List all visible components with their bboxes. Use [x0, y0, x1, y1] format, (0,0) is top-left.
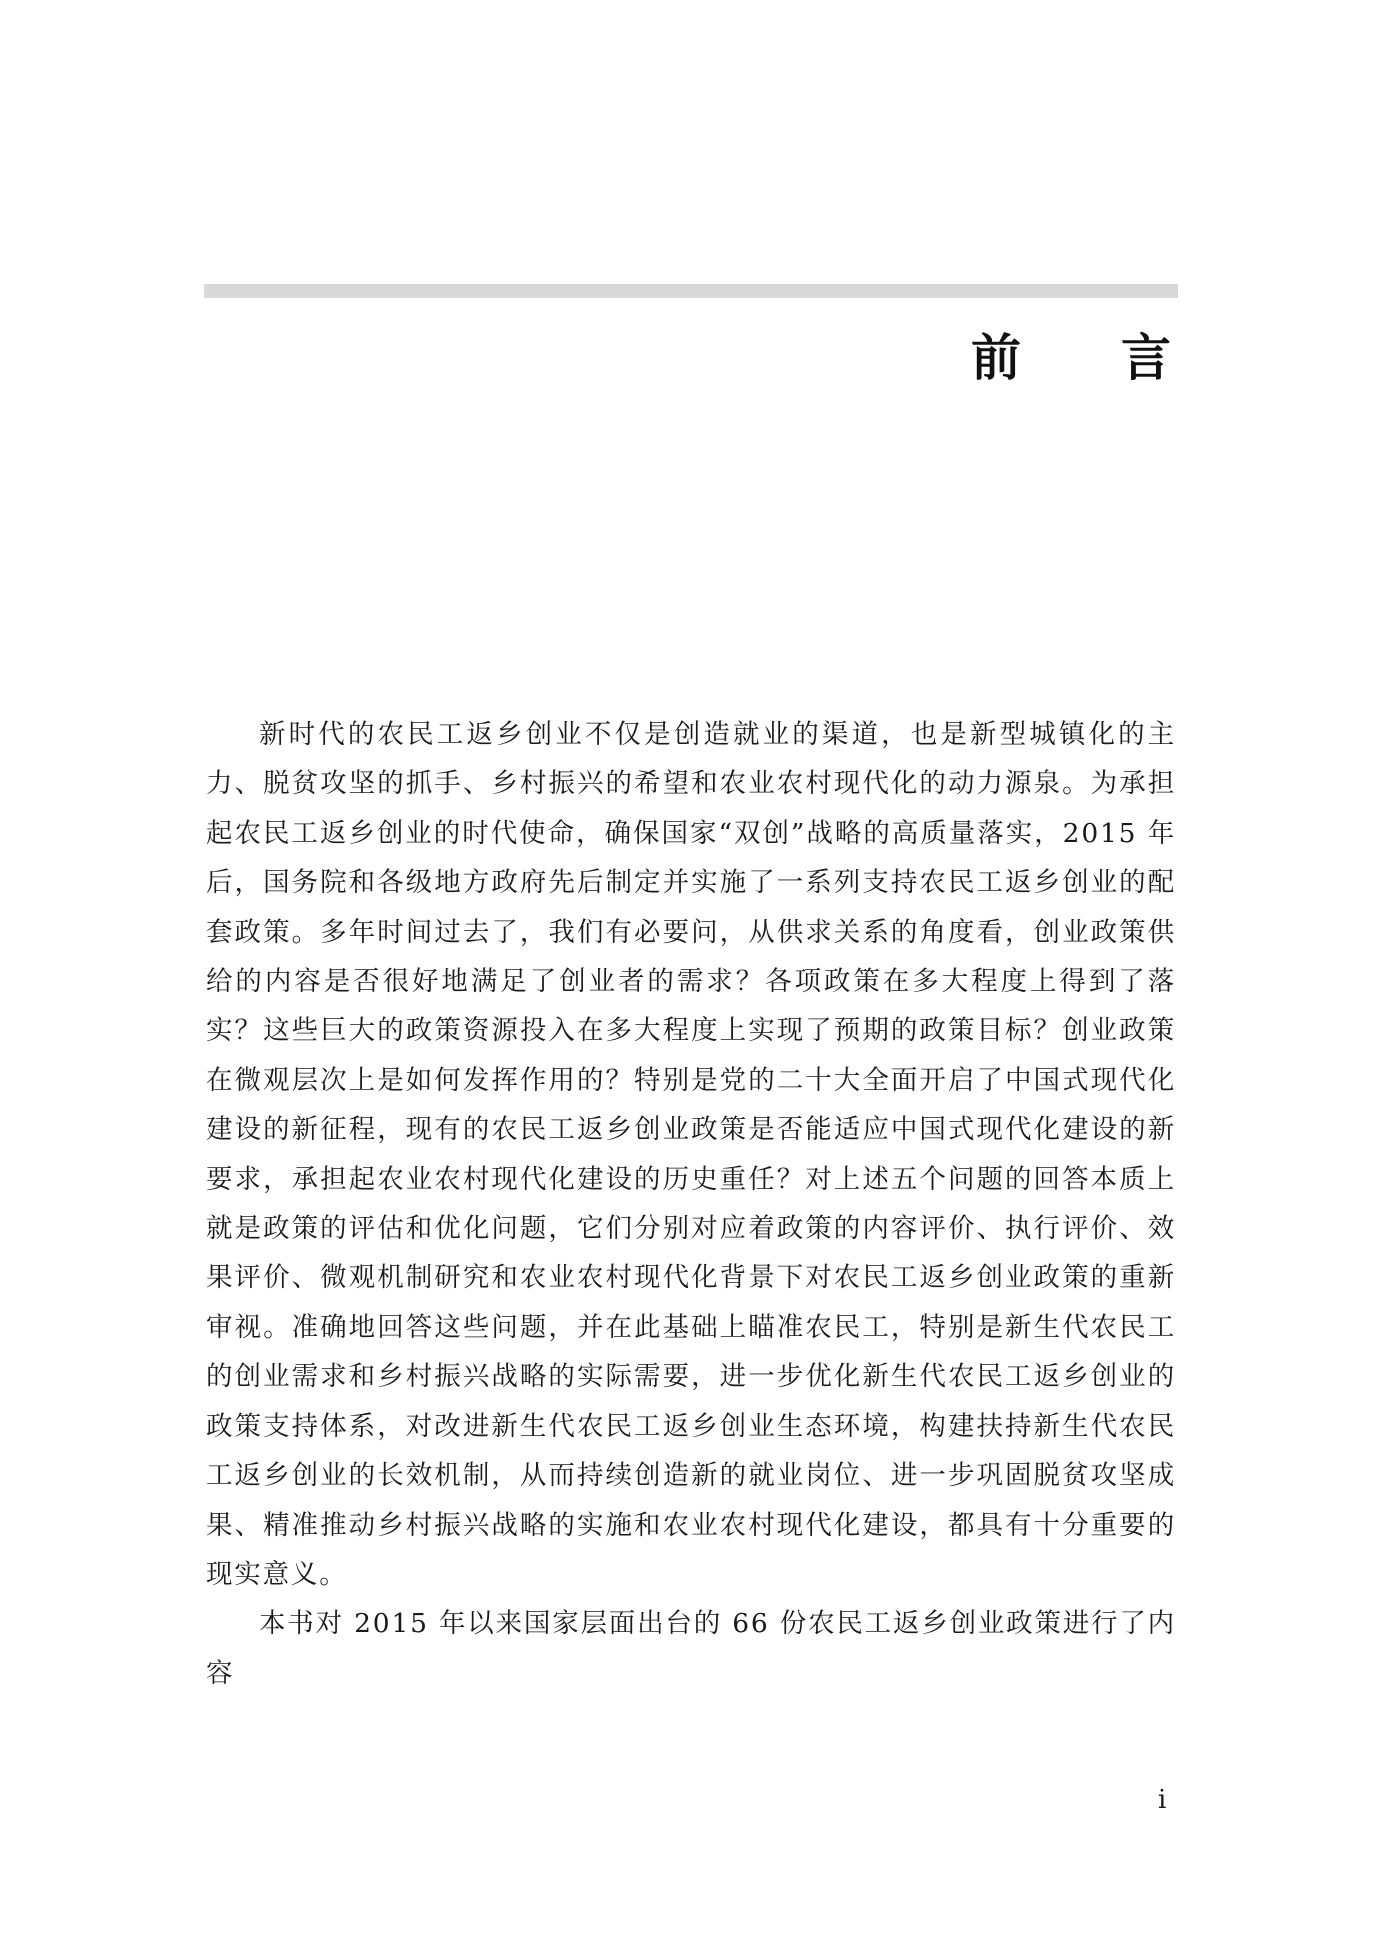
page-number: i — [1158, 1785, 1167, 1815]
paragraph-1: 新时代的农民工返乡创业不仅是创造就业的渠道，也是新型城镇化的主力、脱贫攻坚的抓手、乡村振兴的希望和农业农村现代化的动力源泉。为承担起农民工返乡创业的时代使命，确保国家“双创”战略的高质量落实，2015 年后，国务院和各级地方政府先后制定并实施了一系列支持农民工返乡创业的配套政策。多年时间过去了，我们有必要问，从供求关系的角度看，创业政策供给的内容是否很好地满足了创业者的需求？各项政策在多大程度上得到了落实？这些巨大的政策资源投入在多大程度上实现了预期的政策目标？创业政策在微观层次上是如何发挥作用的？特别是党的二十大全面开启了中国式现代化建设的新征程，现有的农民工返乡创业政策是否能适应中国式现代化建设的新要求，承担起农业农村现代化建设的历史重任？对上述五个问题的回答本质上就是政策的评估和优化问题，它们分别对应着政策的内容评价、执行评价、效果评价、微观机制研究和农业农村现代化背景下对农民工返乡创业政策的重新审视。准确地回答这些问题，并在此基础上瞄准农民工，特别是新生代农民工的创业需求和乡村振兴战略的实际需要，进一步优化新生代农民工返乡创业的政策支持体系，对改进新生代农民工返乡创业生态环境，构建扶持新生代农民工返乡创业的长效机制，从而持续创造新的就业岗位、进一步巩固脱贫攻坚成果、精准推动乡村振兴战略的实施和农业农村现代化建设，都具有十分重要的现实意义。 — [206, 719, 1176, 1590]
header-rule — [204, 284, 1178, 298]
chapter-title-part-2: 言 — [1121, 329, 1171, 387]
chapter-title-part-1: 前 — [971, 329, 1021, 387]
body-text — [206, 710, 1176, 1698]
chapter-title — [971, 318, 1171, 390]
paragraph-2: 本书对 2015 年以来国家层面出台的 66 份农民工返乡创业政策进行了内容 — [206, 1608, 1176, 1689]
